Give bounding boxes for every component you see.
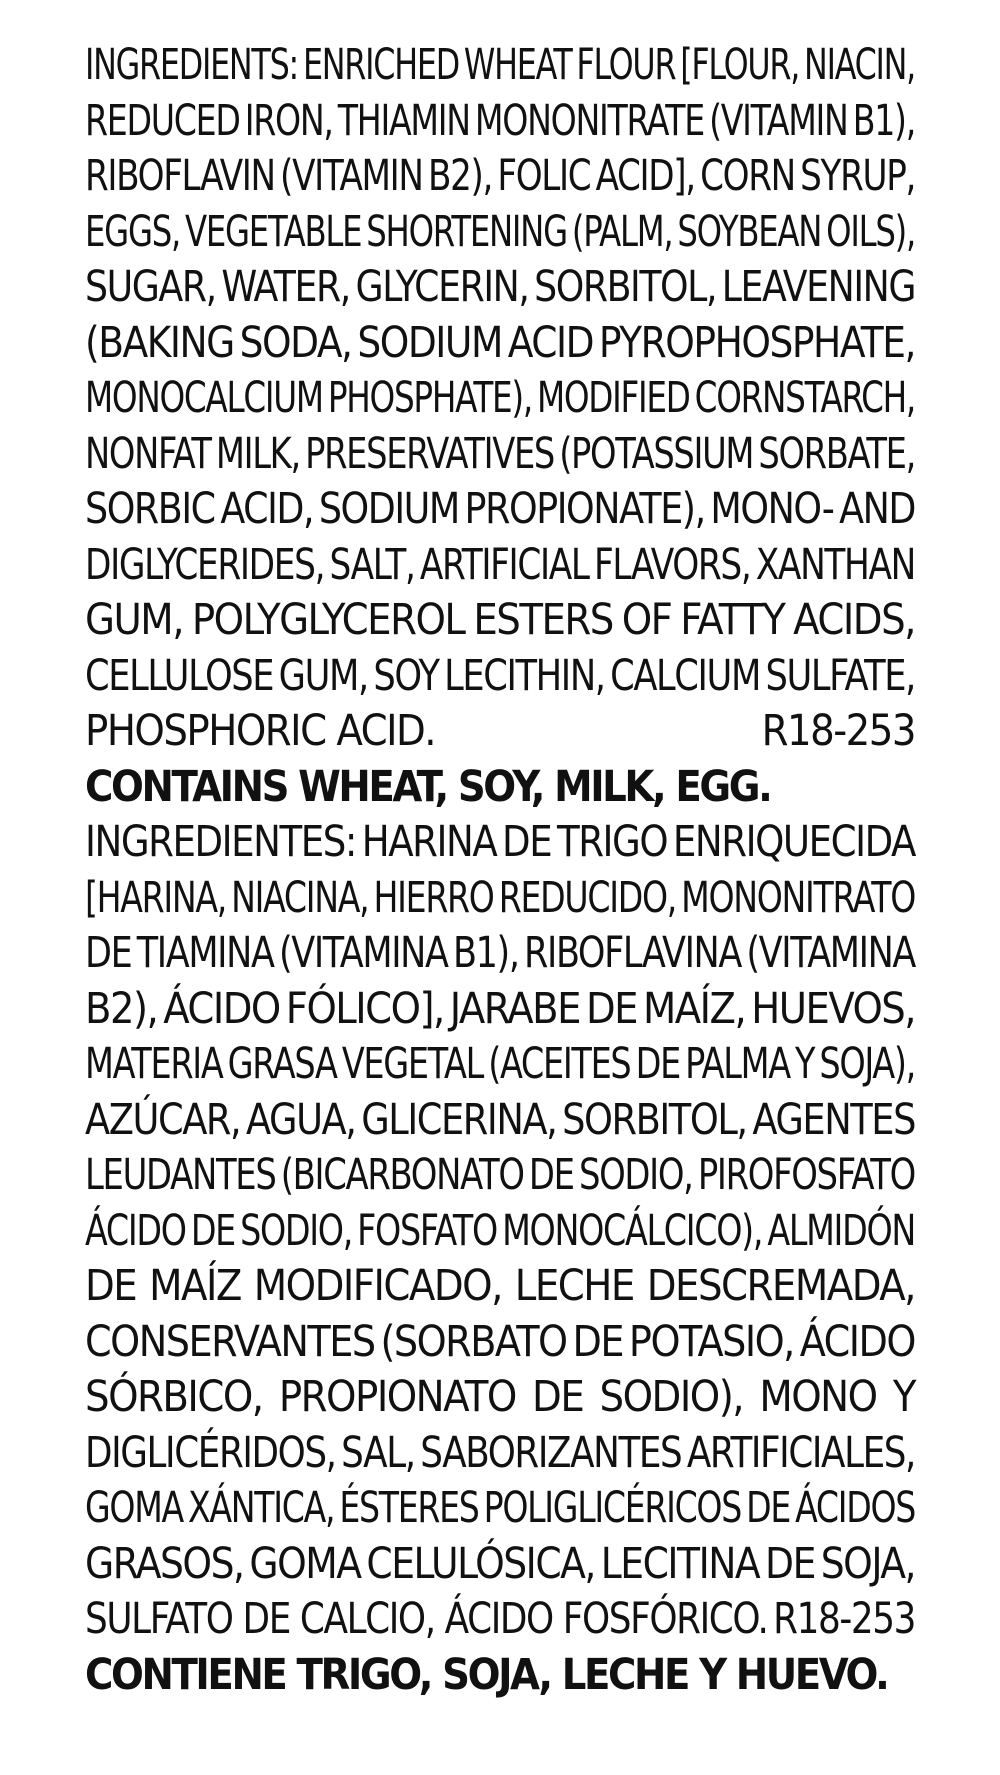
- english-last-line: [85, 704, 915, 760]
- spanish-ingredient-word: LECHE: [514, 1261, 634, 1311]
- spanish-ingredient-word: DE: [585, 983, 638, 1034]
- english-ingredient-word: ACID],: [595, 151, 695, 201]
- spanish-ingredient-word: SODIO,: [240, 1205, 353, 1256]
- spanish-last-line-text: SULFATO DE CALCIO, ÁCIDO FOSFÓRICO.: [85, 1594, 768, 1644]
- spanish-ingredient-word: PIROFOSFATO: [697, 1150, 915, 1200]
- english-ingredient-word: POLYGLYCEROL: [191, 595, 465, 645]
- spanish-ingredient-word: POLIGLICÉRICOS: [483, 1483, 741, 1533]
- english-ingredient-line: [85, 482, 915, 538]
- spanish-ingredient-line: [85, 871, 915, 927]
- spanish-ingredient-line: [85, 1259, 915, 1315]
- spanish-ingredient-word: ENRIQUECIDA: [672, 817, 916, 867]
- spanish-ingredient-word: ÁCIDO: [85, 1205, 186, 1256]
- spanish-ingredient-line: [85, 1148, 915, 1204]
- spanish-ingredient-word: MATERIA: [85, 1039, 223, 1089]
- english-allergen-statement: [85, 760, 915, 816]
- english-ingredient-word: B1),: [852, 95, 915, 146]
- spanish-ingredient-word: Y: [795, 1039, 815, 1089]
- spanish-ingredient-word: MONOCÁLCICO),: [502, 1205, 763, 1256]
- english-ingredient-line: [85, 371, 915, 427]
- spanish-ingredient-word: (BICARBONATO: [280, 1150, 524, 1200]
- spanish-ingredient-word: DIGLICÉRIDOS,: [85, 1427, 336, 1478]
- english-ingredient-word: ACIDS,: [793, 595, 915, 645]
- english-ingredient-line: [85, 649, 915, 705]
- english-ingredient-word: ACID: [507, 317, 594, 368]
- english-ingredient-word: THIAMIN: [337, 95, 470, 146]
- english-ingredient-word: SODIUM: [318, 484, 459, 534]
- spanish-ingredient-word: FÓLICO],: [285, 983, 444, 1034]
- english-ingredient-word: SHORTENING: [366, 206, 567, 257]
- spanish-ingredient-word: INGREDIENTES:: [85, 817, 356, 867]
- spanish-ingredient-word: MODIFICADO,: [253, 1261, 502, 1311]
- spanish-ingredient-word: DE: [502, 817, 552, 867]
- spanish-ingredient-word: SABORIZANTES: [420, 1427, 682, 1478]
- spanish-ingredient-word: DE: [190, 1205, 235, 1256]
- spanish-ingredient-word: B2),: [85, 983, 158, 1034]
- spanish-ingredient-word: NIACINA,: [231, 872, 369, 923]
- english-ingredient-word: INGREDIENTS:: [85, 40, 299, 90]
- english-ingredient-word: GLYCERIN,: [355, 262, 529, 312]
- english-ingredient-word: MONO-: [710, 484, 834, 534]
- english-ingredient-word: SOYBEAN: [677, 206, 822, 257]
- spanish-ingredient-word: VEGETAL: [341, 1039, 484, 1089]
- spanish-ingredient-word: REDUCIDO,: [498, 872, 676, 923]
- english-ingredient-word: REDUCED: [85, 95, 240, 146]
- spanish-ingredient-word: DE: [532, 1372, 584, 1422]
- spanish-ingredient-word: PALMA: [685, 1039, 790, 1089]
- spanish-product-code: R18-253: [773, 1594, 916, 1644]
- spanish-ingredient-word: DE: [85, 928, 132, 978]
- spanish-ingredient-word: DE: [765, 1538, 815, 1589]
- english-ingredient-line: [85, 427, 915, 483]
- spanish-ingredient-word: ARTIFICIALES,: [686, 1427, 916, 1478]
- english-ingredient-word: B2),: [427, 151, 493, 201]
- spanish-ingredient-word: AGUA,: [246, 1094, 356, 1145]
- english-ingredient-line: [85, 538, 915, 594]
- english-ingredient-word: CORN: [700, 151, 795, 201]
- spanish-allergen-text: CONTIENE TRIGO, SOJA, LECHE Y HUEVO.: [85, 1649, 888, 1700]
- spanish-ingredient-word: ÁCIDOS: [795, 1483, 916, 1533]
- spanish-ingredient-word: PROPIONATO: [278, 1372, 516, 1422]
- spanish-ingredient-line: [85, 982, 915, 1038]
- english-ingredient-word: SUGAR,: [85, 262, 216, 312]
- spanish-ingredient-word: AGENTES: [752, 1094, 916, 1145]
- spanish-ingredient-word: TIAMINA: [136, 928, 274, 978]
- spanish-ingredient-word: HARINA: [361, 817, 497, 867]
- spanish-ingredient-word: DE: [635, 1039, 680, 1089]
- english-ingredient-word: WHEAT: [463, 40, 572, 90]
- english-ingredient-word: [FLOUR,: [680, 40, 800, 90]
- spanish-ingredient-word: SODIO,: [578, 1150, 693, 1200]
- english-ingredient-word: ARTIFICIAL: [419, 539, 589, 590]
- spanish-ingredient-word: ÁCIDO: [163, 983, 280, 1034]
- english-ingredient-word: NONFAT: [85, 428, 211, 479]
- english-ingredient-word: GUM,: [278, 650, 368, 701]
- spanish-ingredient-word: SORBITOL,: [562, 1094, 747, 1145]
- spanish-ingredient-word: Y: [892, 1372, 915, 1422]
- spanish-ingredient-word: DE: [572, 1316, 624, 1367]
- spanish-ingredient-word: ÉSTERES: [339, 1483, 479, 1533]
- spanish-ingredient-word: DE: [746, 1483, 791, 1533]
- spanish-ingredient-word: GRASOS,: [85, 1538, 244, 1589]
- english-ingredient-word: SOY: [373, 650, 439, 701]
- english-ingredient-word: SODA,: [239, 317, 352, 368]
- english-ingredient-word: SULFATE,: [765, 650, 915, 701]
- spanish-ingredient-word: LEUDANTES: [85, 1150, 276, 1200]
- english-ingredient-word: VEGETABLE: [185, 206, 362, 257]
- spanish-ingredient-word: MAÍZ: [149, 1261, 241, 1311]
- english-ingredient-word: ENRICHED: [302, 40, 459, 90]
- spanish-ingredient-word: POTASIO,: [628, 1316, 794, 1367]
- spanish-ingredients-block: [85, 815, 915, 1592]
- spanish-ingredient-word: B1),: [453, 928, 519, 978]
- english-ingredient-word: FLAVORS,: [593, 539, 751, 590]
- ingredient-label: [85, 38, 915, 1703]
- english-ingredient-word: SORBITOL,: [534, 262, 717, 312]
- english-ingredient-word: MODIFIED: [536, 373, 690, 423]
- spanish-ingredient-word: SÓRBICO,: [85, 1372, 263, 1422]
- english-ingredient-word: LEAVENING: [721, 262, 916, 312]
- spanish-ingredient-word: [HARINA,: [85, 872, 227, 923]
- spanish-ingredient-line: [85, 1370, 915, 1426]
- english-ingredient-word: RIBOFLAVIN: [85, 151, 275, 201]
- spanish-ingredient-word: MONO: [759, 1372, 877, 1422]
- spanish-ingredient-line: [85, 1037, 915, 1093]
- english-ingredient-word: FLOUR: [576, 40, 676, 90]
- english-ingredient-line: [85, 593, 915, 649]
- spanish-ingredient-word: DE: [85, 1261, 137, 1311]
- english-ingredient-word: LECITHIN,: [444, 650, 605, 701]
- spanish-ingredient-line: [85, 1204, 915, 1260]
- spanish-ingredient-word: SAL,: [341, 1427, 415, 1478]
- english-ingredient-word: PYROPHOSPHATE,: [598, 317, 916, 368]
- english-ingredient-word: OILS),: [826, 206, 915, 257]
- spanish-ingredient-word: GOMA: [249, 1538, 361, 1589]
- english-ingredient-word: IRON,: [244, 95, 333, 146]
- english-ingredient-word: MONONITRATE: [474, 95, 704, 146]
- english-ingredient-word: PROPIONATE),: [464, 484, 705, 534]
- english-ingredient-word: (BAKING: [85, 317, 234, 368]
- spanish-allergen-statement: [85, 1648, 915, 1704]
- english-ingredient-word: FOLIC: [497, 151, 591, 201]
- english-ingredient-word: ACID,: [220, 484, 314, 534]
- english-ingredient-word: DIGLYCERIDES,: [85, 539, 325, 590]
- spanish-ingredient-word: (SORBATO: [380, 1316, 567, 1367]
- english-ingredient-word: CALCIUM: [610, 650, 761, 701]
- english-ingredient-line: [85, 260, 915, 316]
- english-ingredient-word: (VITAMIN: [709, 95, 848, 146]
- spanish-ingredient-word: ALMIDÓN: [767, 1205, 915, 1256]
- english-ingredient-word: PHOSPHATE),: [327, 373, 532, 423]
- spanish-ingredient-word: JARABE: [449, 983, 580, 1034]
- spanish-ingredient-word: HIERRO: [373, 872, 494, 923]
- spanish-ingredient-word: CONSERVANTES: [85, 1316, 375, 1367]
- spanish-ingredient-line: [85, 1426, 915, 1482]
- english-ingredient-line: [85, 94, 915, 150]
- english-ingredient-word: NIACIN,: [804, 40, 916, 90]
- spanish-ingredient-word: XÁNTICA,: [188, 1483, 335, 1533]
- english-ingredient-word: SORBATE,: [758, 428, 915, 479]
- spanish-ingredient-word: (ACEITES: [488, 1039, 631, 1089]
- english-ingredient-line: [85, 149, 915, 205]
- english-ingredient-word: SODIUM: [357, 317, 502, 368]
- spanish-ingredient-word: GRASA: [227, 1039, 337, 1089]
- spanish-ingredient-word: MONONITRATO: [681, 872, 916, 923]
- english-ingredient-word: CELLULOSE: [85, 650, 274, 701]
- spanish-last-line: [85, 1592, 915, 1648]
- english-ingredient-word: OF: [621, 595, 672, 645]
- spanish-ingredient-line: [85, 926, 915, 982]
- english-ingredient-word: GUM,: [85, 595, 183, 645]
- spanish-ingredient-line: [85, 1537, 915, 1593]
- spanish-ingredient-word: (VITAMINA: [278, 928, 448, 978]
- english-ingredient-word: MONOCALCIUM: [85, 373, 323, 423]
- spanish-ingredient-line: [85, 1315, 915, 1371]
- spanish-ingredient-word: SOJA),: [819, 1039, 916, 1089]
- spanish-ingredient-word: TRIGO: [556, 817, 668, 867]
- english-ingredient-word: WATER,: [221, 262, 350, 312]
- spanish-ingredient-word: SODIO),: [599, 1372, 744, 1422]
- english-ingredient-word: EGGS,: [85, 206, 181, 257]
- spanish-ingredient-word: AZÚCAR,: [85, 1094, 241, 1145]
- english-ingredient-word: SORBIC: [85, 484, 215, 534]
- english-ingredient-word: SALT,: [329, 539, 415, 590]
- english-ingredient-word: PRESERVATIVES: [305, 428, 554, 479]
- spanish-ingredient-word: CELULÓSICA,: [366, 1538, 595, 1589]
- english-ingredient-word: (POTASSIUM: [559, 428, 754, 479]
- english-ingredient-word: FATTY: [680, 595, 785, 645]
- spanish-ingredient-word: (VITAMINA: [746, 928, 915, 978]
- spanish-ingredient-word: HUEVOS,: [751, 983, 916, 1034]
- english-ingredient-word: CORNSTARCH,: [694, 373, 916, 423]
- english-ingredient-word: ESTERS: [473, 595, 613, 645]
- english-ingredient-line: [85, 316, 915, 372]
- spanish-ingredient-word: RIBOFLAVINA: [524, 928, 741, 978]
- english-allergen-text: CONTAINS WHEAT, SOY, MILK, EGG.: [85, 761, 771, 812]
- english-ingredient-word: (VITAMIN: [280, 151, 423, 201]
- spanish-ingredient-word: GOMA: [85, 1483, 183, 1533]
- spanish-ingredient-line: [85, 1481, 915, 1537]
- spanish-ingredient-word: FOSFATO: [357, 1205, 497, 1256]
- spanish-ingredient-line: [85, 1093, 915, 1149]
- spanish-ingredient-word: ÁCIDO: [799, 1316, 915, 1367]
- english-ingredient-line: [85, 205, 915, 261]
- english-product-code: R18-253: [761, 706, 915, 756]
- english-ingredient-word: XANTHAN: [755, 539, 915, 590]
- english-ingredient-word: SYRUP,: [800, 151, 916, 201]
- spanish-ingredient-word: DE: [528, 1150, 574, 1200]
- english-ingredient-word: MILK,: [215, 428, 300, 479]
- english-ingredients-block: [85, 38, 915, 704]
- spanish-ingredient-line: [85, 815, 915, 871]
- spanish-ingredient-word: GLICERINA,: [361, 1094, 557, 1145]
- spanish-ingredient-word: MAÍZ,: [643, 983, 746, 1034]
- english-ingredient-word: (PALM,: [571, 206, 673, 257]
- english-ingredient-word: AND: [839, 484, 916, 534]
- spanish-ingredient-word: LECITINA: [600, 1538, 760, 1589]
- spanish-ingredient-word: DESCREMADA,: [646, 1261, 915, 1311]
- english-last-line-text: PHOSPHORIC ACID.: [85, 706, 436, 756]
- spanish-ingredient-word: SOJA,: [820, 1538, 916, 1589]
- english-ingredient-line: [85, 38, 915, 94]
